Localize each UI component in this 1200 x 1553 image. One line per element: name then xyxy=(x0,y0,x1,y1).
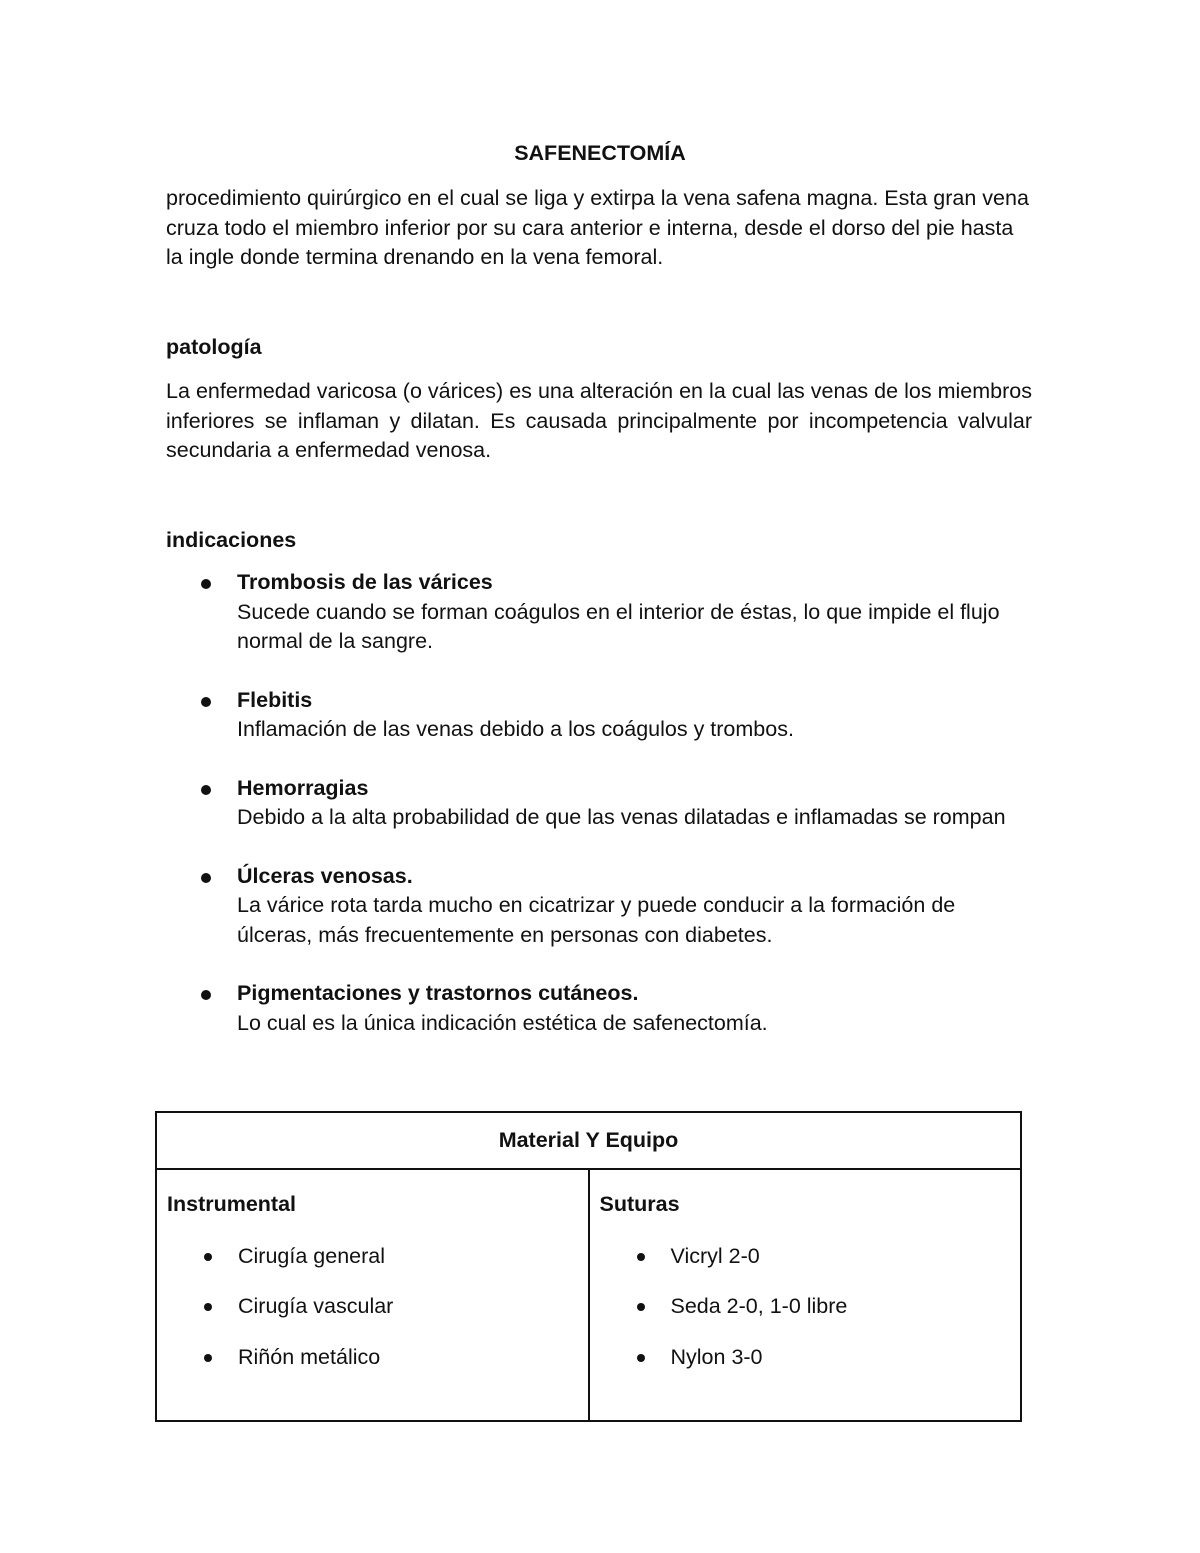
list-item xyxy=(600,1242,1011,1272)
indication-text: Inflamación de las venas debido a los coágulos y trombos. xyxy=(237,717,794,741)
list-item xyxy=(166,568,1032,657)
bullet-icon xyxy=(204,1354,212,1362)
suture-label: Vicryl 2-0 xyxy=(670,1243,760,1268)
bullet-icon xyxy=(637,1303,645,1311)
instrument-label: Riñón metálico xyxy=(238,1344,381,1369)
indication-title: Úlceras venosas. xyxy=(237,863,413,888)
list-item xyxy=(167,1343,578,1373)
pathology-paragraph: La enfermedad varicosa (o várices) es una alteración en la cual las venas de los miembros inferiores se inflaman y dilatan. Es causada principalmente por incompetencia valvular secundaria a enfermedad venosa. xyxy=(166,379,1032,462)
list-item xyxy=(167,1242,578,1272)
sutures-heading: Suturas xyxy=(599,1192,680,1216)
pathology-heading: patología xyxy=(166,335,262,359)
material-table xyxy=(155,1111,1022,1422)
intro-paragraph: procedimiento quirúrgico en el cual se liga y extirpa la vena safena magna. Esta gran vena cruza todo el miembro inferior por su cara anterior e interna, desde el dorso del pie hasta la ingle donde termina drenando en la vena femoral. xyxy=(166,186,1029,269)
bullet-icon xyxy=(201,579,211,589)
sutures-cell xyxy=(589,1169,1022,1421)
material-table-heading: Material Y Equipo xyxy=(156,1112,1021,1169)
list-item xyxy=(166,774,1032,833)
indication-title: Trombosis de las várices xyxy=(237,570,493,594)
indications-list xyxy=(166,568,1032,1067)
list-item xyxy=(166,979,1032,1038)
instrument-label: Cirugía general xyxy=(238,1243,386,1268)
instrumental-list xyxy=(167,1242,578,1373)
suture-label: Nylon 3-0 xyxy=(670,1344,763,1369)
list-item xyxy=(166,686,1032,745)
page-title: SAFENECTOMÍA xyxy=(514,141,686,165)
bullet-icon xyxy=(201,785,211,795)
instrumental-cell xyxy=(156,1169,589,1421)
bullet-icon xyxy=(637,1354,645,1362)
indication-title: Hemorragias xyxy=(237,775,369,800)
instrumental-heading: Instrumental xyxy=(167,1192,297,1216)
list-item xyxy=(167,1292,578,1322)
bullet-icon xyxy=(637,1253,645,1261)
list-item xyxy=(600,1292,1011,1322)
indication-text: Sucede cuando se forman coágulos en el interior de éstas, lo que impide el flujo normal de la sangre. xyxy=(237,599,1000,653)
indications-heading: indicaciones xyxy=(166,528,297,552)
list-item xyxy=(600,1343,1011,1373)
indication-text: Lo cual es la única indicación estética de safenectomía. xyxy=(237,1010,768,1035)
sutures-list xyxy=(600,1242,1011,1373)
list-item xyxy=(166,862,1032,951)
bullet-icon xyxy=(204,1253,212,1261)
indication-text: Debido a la alta probabilidad de que las venas dilatadas e inflamadas se rompan xyxy=(237,805,1006,829)
indication-title: Pigmentaciones y trastornos cutáneos. xyxy=(237,981,639,1005)
instrument-label: Cirugía vascular xyxy=(238,1294,394,1318)
bullet-icon xyxy=(201,990,211,1000)
bullet-icon xyxy=(201,873,211,883)
bullet-icon xyxy=(204,1303,212,1311)
suture-label: Seda 2-0, 1-0 libre xyxy=(670,1294,848,1318)
indication-title: Flebitis xyxy=(237,687,313,712)
bullet-icon xyxy=(201,697,211,707)
indication-text: La várice rota tarda mucho en cicatrizar y puede conducir a la formación de úlceras, más frecuentemente en personas con diabetes. xyxy=(237,893,956,947)
